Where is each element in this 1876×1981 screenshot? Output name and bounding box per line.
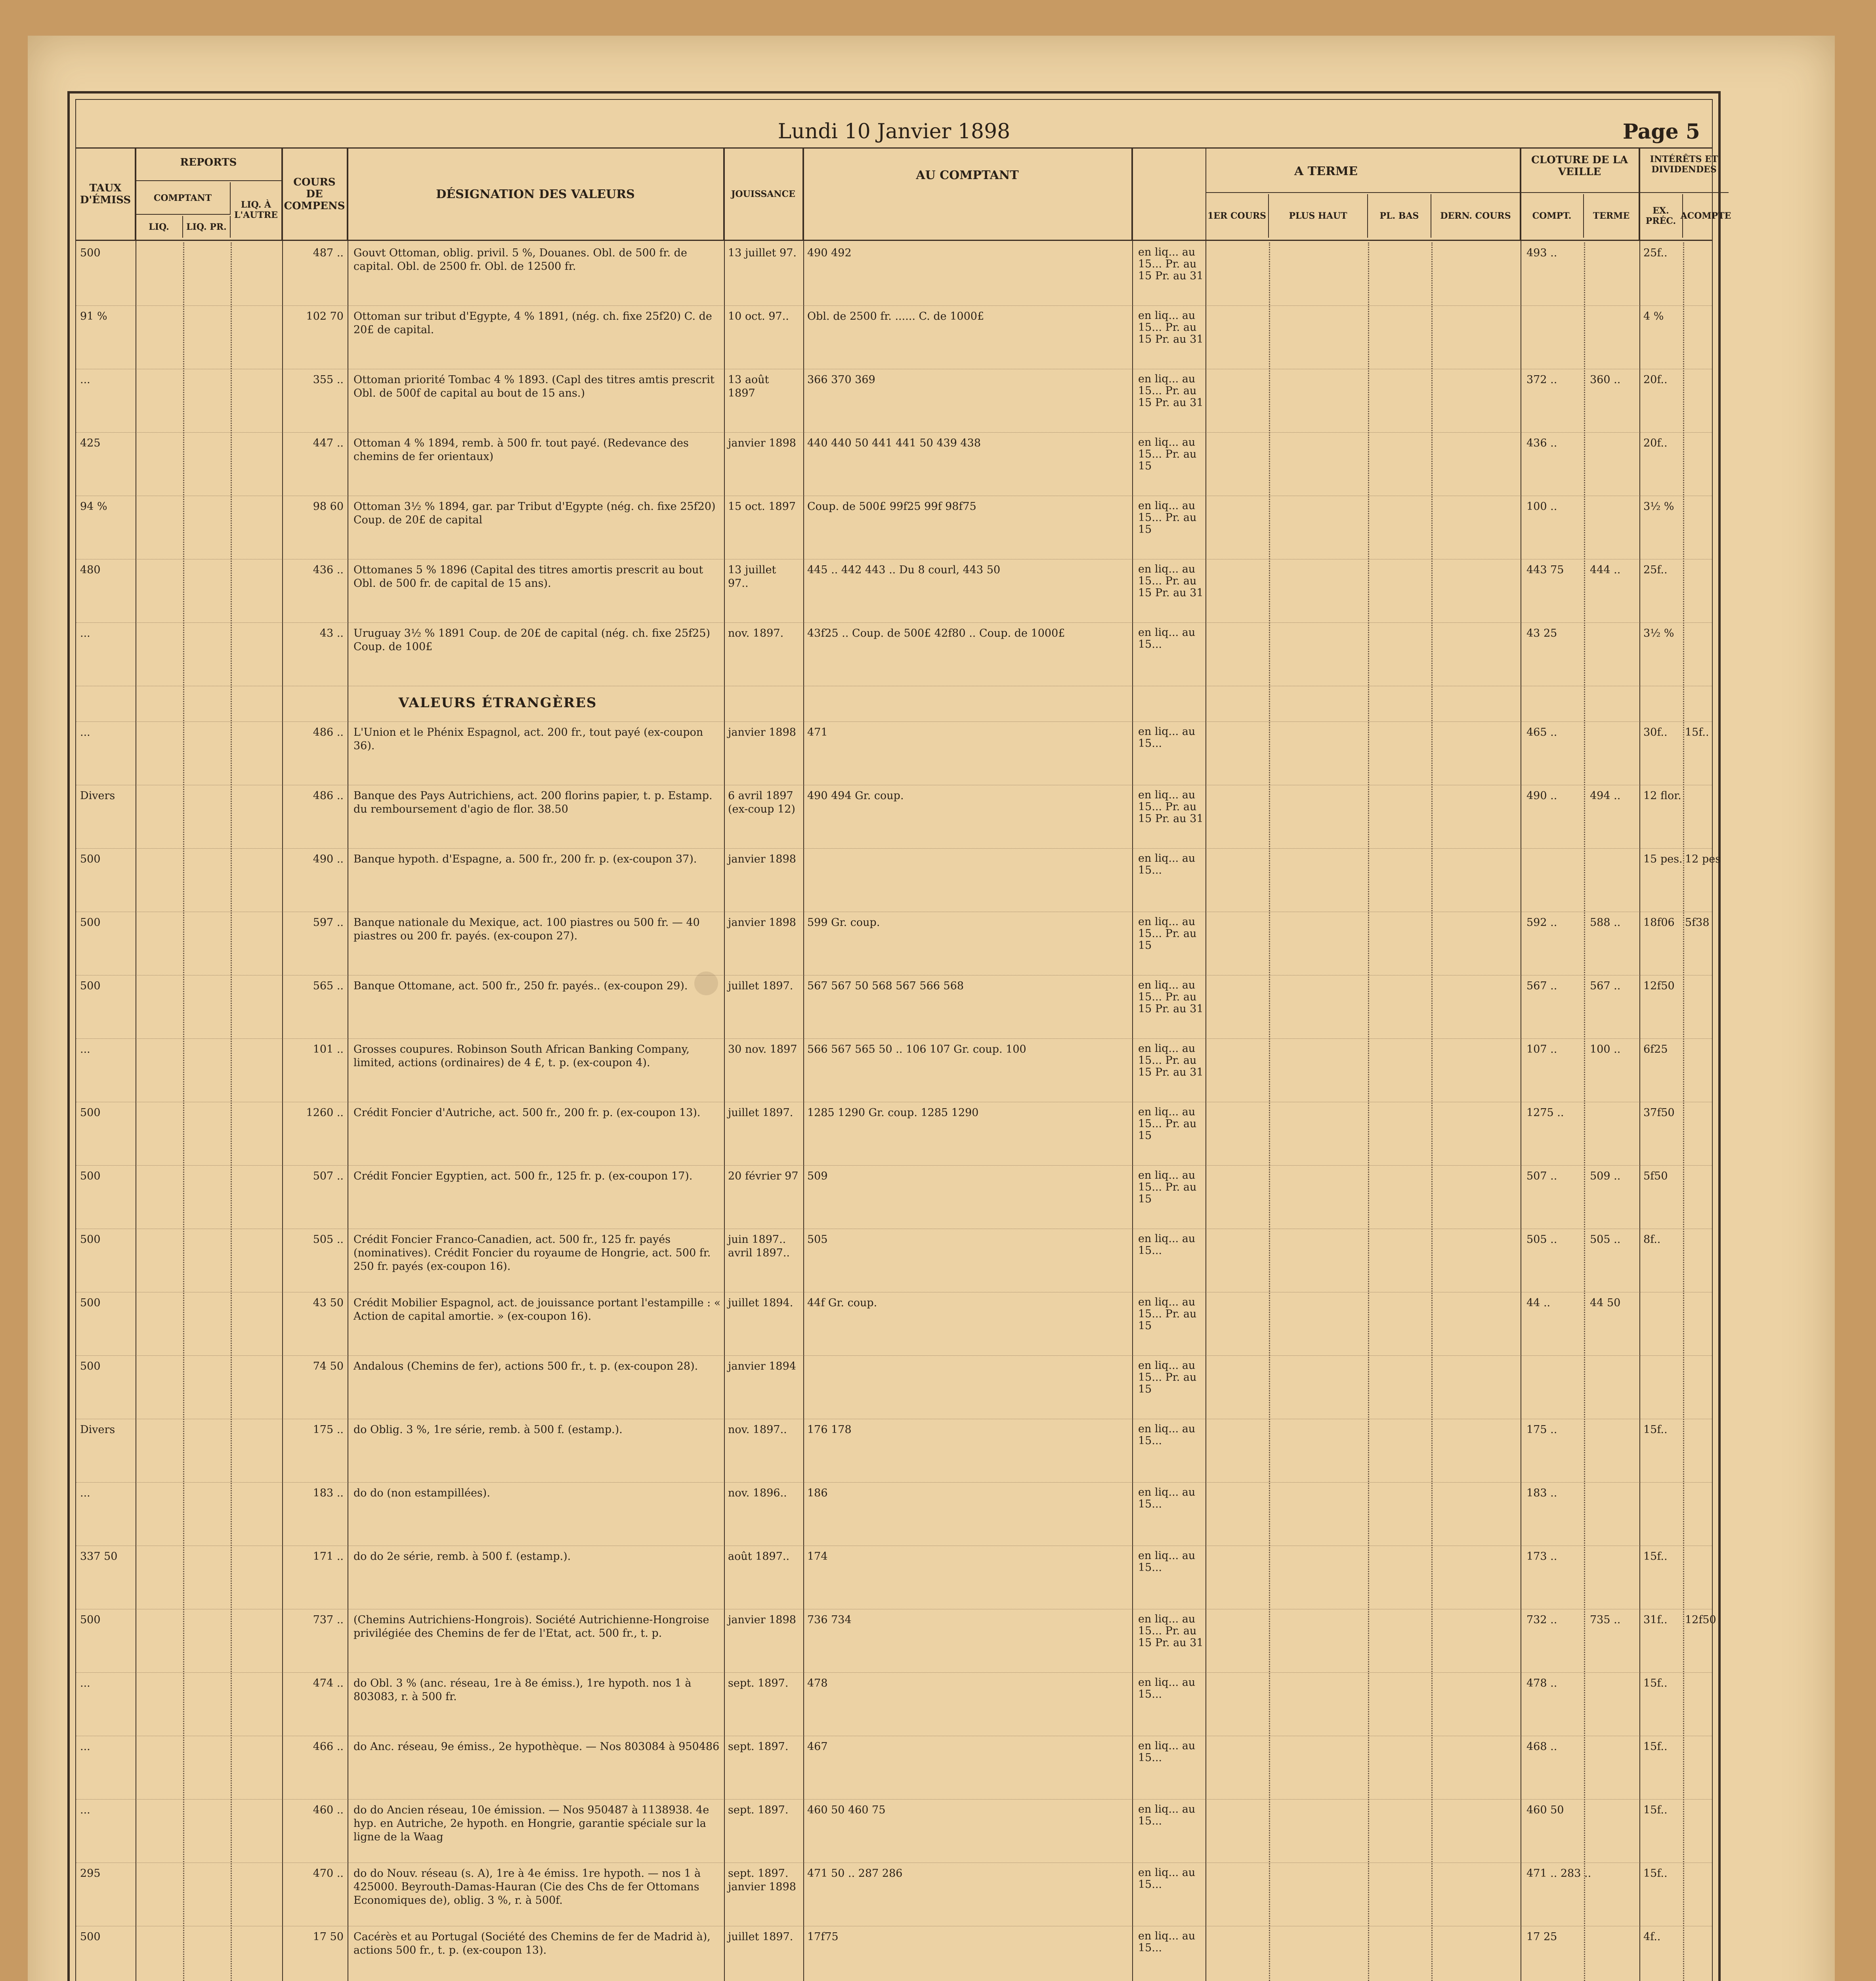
session-cell: en liq... au 15... Pr. au 15 Pr. au 31 xyxy=(1138,979,1204,1015)
table-row xyxy=(76,306,1712,369)
dividend-cell: 15f.. xyxy=(1643,1741,1668,1753)
jouissance-cell: 13 juillet 97. xyxy=(728,247,797,259)
cloture-compt-cell: 471 .. 283 .. xyxy=(1526,1867,1591,1880)
comptant-cell: 599 Gr. coup. xyxy=(807,916,880,929)
jouissance-cell: 10 oct. 97.. xyxy=(728,310,789,323)
dividend-cell: 12f50 xyxy=(1643,980,1675,992)
cloture-compt-cell: 1275 .. xyxy=(1526,1107,1564,1119)
taux-cell: 500 xyxy=(80,1931,101,1943)
cloture-terme-cell: 735 .. xyxy=(1590,1614,1621,1626)
running-header xyxy=(76,116,1712,143)
col-cloture: CLOTURE DE LA VEILLE xyxy=(1521,149,1639,240)
jouissance-cell: nov. 1897. xyxy=(728,627,784,639)
cours-cell: 486 .. xyxy=(313,790,344,802)
table-row xyxy=(76,1926,1712,1981)
col-cours-compens: COURS DE COMPENS xyxy=(282,149,348,240)
dividend-cell: 15f.. xyxy=(1643,1804,1668,1816)
page-frame xyxy=(67,91,1731,1981)
jouissance-cell: 13 août 1897 xyxy=(728,374,769,399)
designation-cell: Banque hypoth. d'Espagne, a. 500 fr., 200 fr. p. (ex-coupon 37). xyxy=(353,853,697,865)
designation-cell: do Obl. 3 % (anc. réseau, 1re à 8e émiss.), 1re hypoth. nos 1 à 803083, r. à 500 fr. xyxy=(353,1677,692,1703)
jouissance-cell: 6 avril 1897 (ex-coup 12) xyxy=(728,790,795,815)
cours-cell: 43 .. xyxy=(319,627,344,639)
session-cell: en liq... au 15... xyxy=(1138,1930,1196,1954)
session-cell: en liq... au 15... xyxy=(1138,1233,1196,1257)
jouissance-cell: janvier 1894 xyxy=(728,1360,796,1372)
comptant-cell: 471 xyxy=(807,726,828,739)
designation-cell: L'Union et le Phénix Espagnol, act. 200 fr., tout payé (ex-coupon 36). xyxy=(353,726,703,752)
taux-cell: 500 xyxy=(80,916,101,929)
designation-cell: Crédit Mobilier Espagnol, act. de jouissance portant l'estampille : « Action de capital amortie. » (ex-coupon 16). xyxy=(353,1297,721,1323)
comptant-cell: Coup. de 500£ 99f25 99f 98f75 xyxy=(807,500,976,513)
taux-cell: 500 xyxy=(80,247,101,259)
cours-cell: 43 50 xyxy=(313,1297,344,1309)
jouissance-cell: juillet 1897. xyxy=(728,1931,793,1943)
dividend-cell: 20f.. xyxy=(1643,374,1668,386)
cours-cell: 507 .. xyxy=(313,1170,344,1182)
cours-cell: 355 .. xyxy=(313,374,344,386)
comptant-cell: 445 .. 442 443 .. Du 8 courl, 443 50 xyxy=(807,564,1001,576)
designation-cell: do do Nouv. réseau (s. A), 1re à 4e émiss. 1re hypoth. — nos 1 à 425000. Beyrouth-Damas-Hauran (Cie des Chs de fer Ottomans Economiques de), oblig. 3 %, r. à 500f. xyxy=(353,1867,701,1907)
dividend-cell: 4f.. xyxy=(1643,1931,1661,1943)
newspaper-page xyxy=(28,36,1835,1981)
taux-cell: 94 % xyxy=(80,500,107,513)
taux-cell: 295 xyxy=(80,1867,101,1880)
interets-divider xyxy=(1639,192,1729,193)
designation-cell: Cacérès et au Portugal (Société des Chemins de fer de Madrid à), actions 500 fr., t. p. (ex-coupon 13). xyxy=(353,1931,711,1956)
table-row xyxy=(76,1800,1712,1863)
jouissance-cell: août 1897.. xyxy=(728,1550,790,1563)
table-row xyxy=(76,1039,1712,1102)
designation-cell: do do Ancien réseau, 10e émission. — Nos 950487 à 1138938. 4e hyp. en Autriche, 2e hypoth. en Hongrie, garantie spéciale sur la ligne de la Waag xyxy=(353,1804,709,1843)
cours-cell: 17 50 xyxy=(313,1931,344,1943)
col-premier-cours: 1ER COURS xyxy=(1205,194,1269,238)
taux-cell: 91 % xyxy=(80,310,107,323)
session-cell: en liq... au 15... Pr. au 15 Pr. au 31 xyxy=(1138,1042,1204,1078)
cloture-compt-cell: 443 75 xyxy=(1526,564,1564,576)
comptant-cell: 366 370 369 xyxy=(807,374,875,386)
cours-cell: 487 .. xyxy=(313,247,344,259)
col-acompte: ACOMPTE xyxy=(1680,211,1731,221)
session-cell: en liq... au 15... Pr. au 15 xyxy=(1138,1296,1197,1332)
cloture-compt-cell: 493 .. xyxy=(1526,247,1557,259)
cloture-compt-cell: 107 .. xyxy=(1526,1043,1557,1055)
dividend-cell: 37f50 xyxy=(1643,1107,1675,1119)
table-row xyxy=(76,785,1712,849)
session-cell: en liq... au 15... xyxy=(1138,1866,1196,1891)
jouissance-cell: 15 oct. 1897 xyxy=(728,500,796,513)
section-heading-row xyxy=(76,686,1712,722)
jouissance-cell: janvier 1898 xyxy=(728,853,796,865)
taux-cell: 500 xyxy=(80,1170,101,1182)
cloture-terme-cell: 588 .. xyxy=(1590,916,1621,929)
comptant-cell: 471 50 .. 287 286 xyxy=(807,1867,903,1880)
cloture-compt-cell: 183 .. xyxy=(1526,1487,1557,1499)
dividend-cell: 15f.. xyxy=(1643,1677,1668,1689)
taux-cell: ... xyxy=(80,374,90,386)
col-reports: REPORTS xyxy=(136,149,282,240)
taux-cell: 500 xyxy=(80,1614,101,1626)
table-row xyxy=(76,1419,1712,1483)
taux-cell: ... xyxy=(80,1043,90,1055)
comptant-cell: 478 xyxy=(807,1677,828,1689)
session-cell: en liq... au 15... xyxy=(1138,1740,1196,1764)
cloture-compt-cell: 465 .. xyxy=(1526,726,1557,739)
cours-cell: 474 .. xyxy=(313,1677,344,1689)
acompte-cell: 12 pes xyxy=(1685,853,1721,865)
quote-table-body xyxy=(76,242,1721,1981)
comptant-cell: 1285 1290 Gr. coup. 1285 1290 xyxy=(807,1107,979,1119)
dividend-cell: 5f50 xyxy=(1643,1170,1668,1182)
designation-cell: Andalous (Chemins de fer), actions 500 fr., t. p. (ex-coupon 28). xyxy=(353,1360,698,1372)
table-row xyxy=(76,1483,1712,1546)
cours-cell: 490 .. xyxy=(313,853,344,865)
table-row xyxy=(76,1863,1712,1926)
cloture-compt-cell: 592 .. xyxy=(1526,916,1557,929)
cloture-terme-cell: 494 .. xyxy=(1590,790,1621,802)
cours-cell: 505 .. xyxy=(313,1233,344,1246)
cours-cell: 565 .. xyxy=(313,980,344,992)
comptant-cell: 44f Gr. coup. xyxy=(807,1297,877,1309)
cloture-compt-cell: 460 50 xyxy=(1526,1804,1564,1816)
table-row xyxy=(76,433,1712,496)
comptant-cell: 509 xyxy=(807,1170,828,1182)
dividend-cell: 15f.. xyxy=(1643,1550,1668,1563)
session-cell: en liq... au 15... Pr. au 15 Pr. au 31 xyxy=(1138,309,1204,345)
table-row xyxy=(76,1229,1712,1292)
designation-cell: Ottomanes 5 % 1896 (Capital des titres amortis prescrit au bout Obl. de 500 fr. de capital de 15 ans). xyxy=(353,564,703,590)
dividend-cell: 15f.. xyxy=(1643,1424,1668,1436)
session-cell: en liq... au 15... Pr. au 15 xyxy=(1138,500,1197,536)
cours-cell: 175 .. xyxy=(313,1424,344,1436)
table-row xyxy=(76,559,1712,623)
taux-cell: 500 xyxy=(80,1360,101,1372)
cours-cell: 74 50 xyxy=(313,1360,344,1372)
comptant-cell: 440 440 50 441 441 50 439 438 xyxy=(807,437,981,449)
designation-cell: Gouvt Ottoman, oblig. privil. 5 %, Douanes. Obl. de 500 fr. de capital. Obl. de 2500 fr. Obl. de 12500 fr. xyxy=(353,247,687,273)
designation-cell: Banque Ottomane, act. 500 fr., 250 fr. payés.. (ex-coupon 29). xyxy=(353,980,688,992)
designation-cell: Crédit Foncier d'Autriche, act. 500 fr., 200 fr. p. (ex-coupon 13). xyxy=(353,1107,701,1119)
cloture-compt-cell: 478 .. xyxy=(1526,1677,1557,1689)
comptant-cell: 736 734 xyxy=(807,1614,852,1626)
col-a-terme: A TERME xyxy=(1132,149,1521,240)
session-cell: en liq... au 15... Pr. au 15 Pr. au 31 xyxy=(1138,563,1204,599)
designation-cell: Ottoman 3½ % 1894, gar. par Tribut d'Egypte (nég. ch. fixe 25f20) Coup. de 20£ de capital xyxy=(353,500,716,526)
table-row xyxy=(76,1546,1712,1609)
session-cell: en liq... au 15... xyxy=(1138,1803,1196,1827)
page-date: Lundi 10 Janvier 1898 xyxy=(778,120,1011,143)
session-cell: en liq... au 15... Pr. au 15 Pr. au 31 xyxy=(1138,373,1204,409)
table-row xyxy=(76,1609,1716,1673)
jouissance-cell: juillet 1897. xyxy=(728,980,793,992)
dividend-cell: 3½ % xyxy=(1643,627,1674,639)
session-cell: en liq... au 15... xyxy=(1138,852,1196,876)
jouissance-cell: sept. 1897. xyxy=(728,1677,789,1689)
table-row xyxy=(76,1673,1712,1736)
table-row xyxy=(76,1356,1712,1419)
session-cell: en liq... au 15... Pr. au 15 xyxy=(1138,1106,1197,1142)
jouissance-cell: sept. 1897. janvier 1898 xyxy=(728,1867,796,1893)
cours-cell: 486 .. xyxy=(313,726,344,739)
comptant-cell: 43f25 .. Coup. de 500£ 42f80 .. Coup. de 1000£ xyxy=(807,627,1065,639)
acompte-cell: 15f.. xyxy=(1685,726,1709,739)
taux-cell: ... xyxy=(80,627,90,639)
taux-cell: Divers xyxy=(80,790,115,802)
cours-cell: 466 .. xyxy=(313,1741,344,1753)
dividend-cell: 8f.. xyxy=(1643,1233,1661,1246)
cloture-compt-cell: 372 .. xyxy=(1526,374,1557,386)
session-cell: en liq... au 15... xyxy=(1138,725,1196,750)
session-cell: en liq... au 15... xyxy=(1138,1486,1196,1510)
cloture-terme-cell: 360 .. xyxy=(1590,374,1621,386)
taux-cell: 500 xyxy=(80,1233,101,1246)
comptant-cell: 566 567 565 50 .. 106 107 Gr. coup. 100 xyxy=(807,1043,1026,1055)
designation-cell: Crédit Foncier Egyptien, act. 500 fr., 125 fr. p. (ex-coupon 17). xyxy=(353,1170,693,1182)
col-au-comptant: AU COMPTANT xyxy=(803,149,1132,240)
dividend-cell: 31f.. xyxy=(1643,1614,1668,1626)
table-row xyxy=(76,369,1712,433)
dividend-cell: 15f.. xyxy=(1643,1867,1668,1880)
taux-cell: 500 xyxy=(80,1107,101,1119)
table-row xyxy=(76,623,1712,686)
jouissance-cell: janvier 1898 xyxy=(728,437,796,449)
dividend-cell: 25f.. xyxy=(1643,564,1668,576)
dividend-cell: 15 pes. xyxy=(1643,853,1683,865)
comptant-divider xyxy=(136,214,231,215)
dividend-cell: 3½ % xyxy=(1643,500,1674,513)
session-cell: en liq... au 15... Pr. au 15 xyxy=(1138,1359,1197,1395)
table-row xyxy=(76,722,1712,785)
comptant-cell: 490 494 Gr. coup. xyxy=(807,790,904,802)
session-cell: en liq... au 15... Pr. au 15 xyxy=(1138,916,1197,952)
cloture-compt-cell: 17 25 xyxy=(1526,1931,1557,1943)
comptant-cell: 567 567 50 568 567 566 568 xyxy=(807,980,964,992)
taux-cell: 500 xyxy=(80,980,101,992)
designation-cell: Banque des Pays Autrichiens, act. 200 florins papier, t. p. Estamp. du remboursement d'agio de flor. 38.50 xyxy=(353,790,713,815)
session-cell: en liq... au 15... xyxy=(1138,1550,1196,1574)
table-row xyxy=(76,849,1721,912)
taux-cell: Divers xyxy=(80,1424,115,1436)
taux-cell: ... xyxy=(80,726,90,739)
jouissance-cell: janvier 1898 xyxy=(728,726,796,739)
cloture-compt-cell: 732 .. xyxy=(1526,1614,1557,1626)
cloture-divider xyxy=(1521,192,1639,193)
designation-cell: do do (non estampillées). xyxy=(353,1487,490,1499)
session-cell: en liq... au 15... Pr. au 15 xyxy=(1138,1169,1197,1205)
col-jouissance: JOUISSANCE xyxy=(724,149,803,240)
dividend-cell: 6f25 xyxy=(1643,1043,1668,1055)
table-row xyxy=(76,1166,1712,1229)
designation-cell: do do 2e série, remb. à 500 f. (estamp.). xyxy=(353,1550,571,1563)
acompte-cell: 5f38 xyxy=(1685,916,1710,929)
session-cell: en liq... au 15... Pr. au 15 Pr. au 31 xyxy=(1138,246,1204,282)
taux-cell: 425 xyxy=(80,437,101,449)
table-row xyxy=(76,1102,1712,1166)
cloture-compt-cell: 436 .. xyxy=(1526,437,1557,449)
jouissance-cell: nov. 1897.. xyxy=(728,1424,787,1436)
cloture-compt-cell: 43 25 xyxy=(1526,627,1557,639)
acompte-cell: 12f50 xyxy=(1685,1614,1716,1626)
col-taux: TAUX D'ÉMISS xyxy=(76,149,136,240)
cloture-compt-cell: 567 .. xyxy=(1526,980,1557,992)
comptant-cell: 17f75 xyxy=(807,1931,839,1943)
table-row xyxy=(76,1736,1712,1800)
session-cell: en liq... au 15... Pr. au 15 xyxy=(1138,436,1197,472)
jouissance-cell: nov. 1896.. xyxy=(728,1487,787,1499)
col-comptant: COMPTANT xyxy=(136,182,231,214)
col-plus-haut: PLUS HAUT xyxy=(1269,194,1368,238)
cours-cell: 102 70 xyxy=(306,310,344,323)
col-designation: DÉSIGNATION DES VALEURS xyxy=(348,149,724,240)
jouissance-cell: juillet 1897. xyxy=(728,1107,793,1119)
cloture-compt-cell: 100 .. xyxy=(1526,500,1557,513)
cloture-compt-cell: 507 .. xyxy=(1526,1170,1557,1182)
cloture-compt-cell: 468 .. xyxy=(1526,1741,1557,1753)
section-title: VALEURS ÉTRANGÈRES xyxy=(398,695,597,711)
cloture-compt-cell: 490 .. xyxy=(1526,790,1557,802)
cloture-terme-cell: 44 50 xyxy=(1590,1297,1621,1309)
dividend-cell: 25f.. xyxy=(1643,247,1668,259)
comptant-cell: 186 xyxy=(807,1487,828,1499)
designation-cell: (Chemins Autrichiens-Hongrois). Société Autrichienne-Hongroise privilégiée des Chemins de fer de l'Etat, act. 500 fr., t. p. xyxy=(353,1614,709,1639)
jouissance-cell: juin 1897.. avril 1897.. xyxy=(728,1233,790,1259)
col-liq: LIQ. xyxy=(136,216,183,238)
cours-cell: 171 .. xyxy=(313,1550,344,1563)
taux-cell: ... xyxy=(80,1487,90,1499)
designation-cell: do Oblig. 3 %, 1re série, remb. à 500 f. (estamp.). xyxy=(353,1424,623,1436)
cloture-terme-cell: 505 .. xyxy=(1590,1233,1621,1246)
comptant-cell: 460 50 460 75 xyxy=(807,1804,886,1816)
cloture-terme-cell: 567 .. xyxy=(1590,980,1621,992)
table-frame xyxy=(75,99,1731,1981)
session-cell: en liq... au 15... xyxy=(1138,626,1196,651)
reports-divider xyxy=(136,180,282,181)
comptant-cell: 505 xyxy=(807,1233,828,1246)
col-terme: TERME xyxy=(1584,194,1639,238)
taux-cell: ... xyxy=(80,1677,90,1689)
designation-cell: Uruguay 3½ % 1891 Coup. de 20£ de capital (nég. ch. fixe 25f25) Coup. de 100£ xyxy=(353,627,711,653)
dividend-cell: 20f.. xyxy=(1643,437,1668,449)
table-row xyxy=(76,496,1712,559)
table-header xyxy=(76,147,1731,241)
designation-cell: Ottoman priorité Tombac 4 % 1893. (Capl des titres amtis prescrit Obl. de 500f de capital au bout de 15 ans.) xyxy=(353,374,714,399)
session-cell: en liq... au 15... xyxy=(1138,1423,1196,1447)
comptant-cell: Obl. de 2500 fr. ...... C. de 1000£ xyxy=(807,310,984,323)
comptant-cell: 467 xyxy=(807,1741,828,1753)
designation-cell: Crédit Foncier Franco-Canadien, act. 500 fr., 125 fr. payés (nominatives). Crédit Foncier du royaume de Hongrie, act. 500 fr. 250 fr. payés (ex-coupon 16). xyxy=(353,1233,711,1273)
col-compt: COMPT. xyxy=(1521,194,1584,238)
cloture-compt-cell: 505 .. xyxy=(1526,1233,1557,1246)
cloture-terme-cell: 444 .. xyxy=(1590,564,1621,576)
table-row xyxy=(76,242,1712,306)
jouissance-cell: janvier 1898 xyxy=(728,916,796,929)
jouissance-cell: janvier 1898 xyxy=(728,1614,796,1626)
jouissance-cell: juillet 1894. xyxy=(728,1297,793,1309)
jouissance-cell: 20 février 97 xyxy=(728,1170,799,1182)
dividend-cell: 18f06 xyxy=(1643,916,1675,929)
taux-cell: 500 xyxy=(80,1297,101,1309)
cloture-terme-cell: 509 .. xyxy=(1590,1170,1621,1182)
session-cell: en liq... au 15... Pr. au 15 Pr. au 31 xyxy=(1138,789,1204,825)
col-liq-pr: LIQ. PR. xyxy=(183,216,231,238)
cours-cell: 470 .. xyxy=(313,1867,344,1880)
table-row xyxy=(76,975,1712,1039)
cloture-compt-cell: 173 .. xyxy=(1526,1550,1557,1563)
paper-stain xyxy=(694,971,718,995)
designation-cell: Grosses coupures. Robinson South African Banking Company, limited, actions (ordinaires) de 4 £, t. p. (ex-coupon 4). xyxy=(353,1043,690,1069)
dividend-cell: 30f.. xyxy=(1643,726,1668,739)
jouissance-cell: sept. 1897. xyxy=(728,1741,789,1753)
comptant-cell: 490 492 xyxy=(807,247,852,259)
designation-cell: Banque nationale du Mexique, act. 100 piastres ou 500 fr. — 40 piastres ou 200 fr. payés. (ex-coupon 27). xyxy=(353,916,700,942)
cours-cell: 101 .. xyxy=(313,1043,344,1055)
cloture-terme-cell: 100 .. xyxy=(1590,1043,1621,1055)
dividend-cell: 12 flor. xyxy=(1643,790,1681,802)
col-dern-cours: DERN. COURS xyxy=(1431,194,1521,238)
terme-divider xyxy=(1205,192,1521,193)
col-ex-prec: EX. PRÉC. xyxy=(1639,194,1683,238)
taux-cell: 480 xyxy=(80,564,101,576)
taux-cell: 500 xyxy=(80,853,101,865)
table-row xyxy=(76,912,1712,975)
cloture-compt-cell: 175 .. xyxy=(1526,1424,1557,1436)
page-number: Page 5 xyxy=(1622,120,1700,144)
col-pl-bas: PL. BAS xyxy=(1368,194,1431,238)
cours-cell: 597 .. xyxy=(313,916,344,929)
designation-cell: do Anc. réseau, 9e émiss., 2e hypothèque. — Nos 803084 à 950486 xyxy=(353,1741,720,1753)
cours-cell: 436 .. xyxy=(313,564,344,576)
table-row xyxy=(76,1292,1712,1356)
jouissance-cell: 30 nov. 1897 xyxy=(728,1043,797,1055)
jouissance-cell: 13 juillet 97.. xyxy=(728,564,776,590)
jouissance-cell: sept. 1897. xyxy=(728,1804,789,1816)
taux-cell: ... xyxy=(80,1741,90,1753)
cloture-compt-cell: 44 .. xyxy=(1526,1297,1551,1309)
designation-cell: Ottoman 4 % 1894, remb. à 500 fr. tout payé. (Redevance des chemins de fer orientaux) xyxy=(353,437,689,463)
session-cell: en liq... au 15... xyxy=(1138,1676,1196,1700)
col-liq-a-lautre: LIQ. À L'AUTRE xyxy=(231,182,282,238)
taux-cell: ... xyxy=(80,1804,90,1816)
designation-cell: Ottoman sur tribut d'Egypte, 4 % 1891, (nég. ch. fixe 25f20) C. de 20£ de capital. xyxy=(353,310,712,336)
cours-cell: 460 .. xyxy=(313,1804,344,1816)
cours-cell: 183 .. xyxy=(313,1487,344,1499)
col-interets: INTÉRÊTS ET DIVIDENDES xyxy=(1650,154,1718,175)
cours-cell: 447 .. xyxy=(313,437,344,449)
cours-cell: 1260 .. xyxy=(306,1107,344,1119)
cours-cell: 737 .. xyxy=(313,1614,344,1626)
cours-cell: 98 60 xyxy=(313,500,344,513)
comptant-cell: 174 xyxy=(807,1550,828,1563)
session-cell: en liq... au 15... Pr. au 15 Pr. au 31 xyxy=(1138,1613,1204,1649)
comptant-cell: 176 178 xyxy=(807,1424,852,1436)
dividend-cell: 4 % xyxy=(1643,310,1664,323)
taux-cell: 337 50 xyxy=(80,1550,118,1563)
